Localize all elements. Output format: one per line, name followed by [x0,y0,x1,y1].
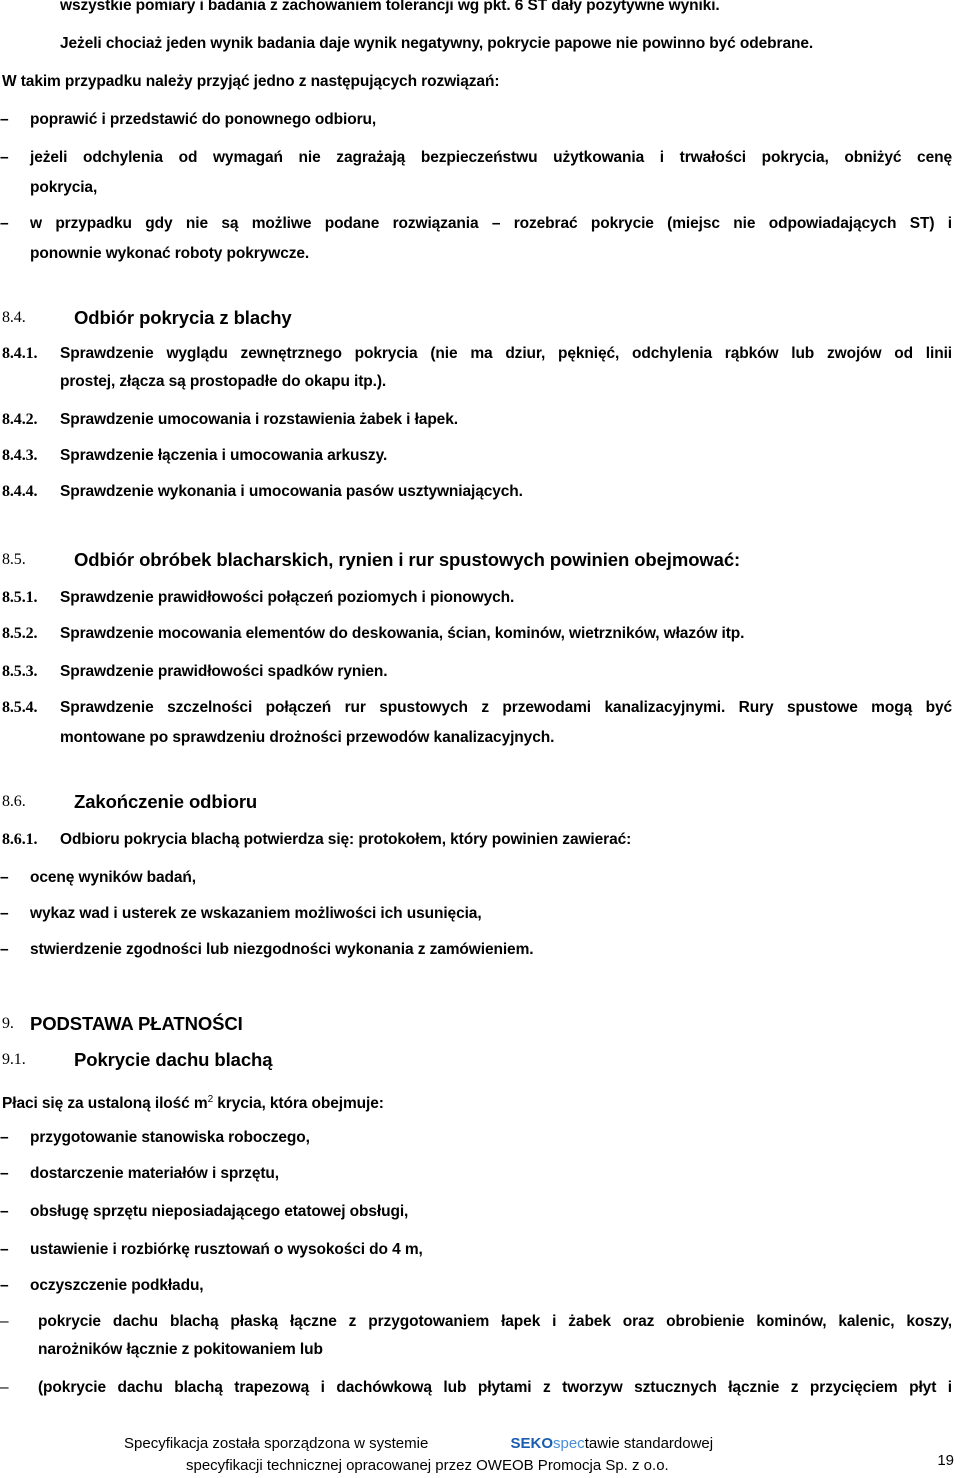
dash-bullet: – [0,1313,9,1330]
dash-bullet: – [0,149,9,166]
item-number: 8.4.4. [2,483,38,500]
item-text: Odbioru pokrycia blachą potwierdza się: protokołem, który powinien zawierać: [60,831,632,848]
item-number: 8.5.1. [2,589,38,606]
item-number: 8.4.1. [2,345,38,362]
dash-bullet: – [0,215,9,232]
section-title: Odbiór pokrycia z blachy [74,307,292,328]
footer-text: Specyfikacja została sporządzona w systemie [124,1435,433,1452]
item-text: Sprawdzenie umocowania i rozstawienia żabek i łapek. [60,411,458,428]
item-number: 8.4.2. [2,411,38,428]
list-item-text: w przypadku gdy nie są możliwe podane rozwiązania – rozebrać pokrycie (miejsc nie odpowiadających ST) i [30,215,952,232]
item-text: Sprawdzenie wyglądu zewnętrznego pokrycia (nie ma dziur, pęknięć, odchylenia rąbków lub zwojów od linii [60,345,952,362]
brand-logo-seko: SEKO [510,1435,553,1452]
section-number: 8.4. [2,309,26,326]
dash-bullet: – [0,1277,9,1294]
item-number: 8.4.3. [2,447,38,464]
dash-bullet: – [0,941,9,958]
section-number: 9.1. [2,1051,26,1068]
dash-bullet: – [0,1165,9,1182]
item-text: Sprawdzenie prawidłowości połączeń poziomych i pionowych. [60,589,515,606]
item-number: 8.5.3. [2,663,38,680]
chapter-number: 9. [2,1015,14,1032]
superscript: 2 [207,1094,214,1105]
list-item-text: ocenę wyników badań, [30,869,196,886]
intro-text: Płaci się za ustaloną ilość m [2,1095,208,1113]
item-text-continuation: montowane po sprawdzeniu drożności przewodów kanalizacyjnych. [60,729,555,746]
footer-text: tawie standardowej [584,1435,714,1452]
item-text: Sprawdzenie szczelności połączeń rur spustowych z przewodami kanalizacyjnymi. Rury spustowe mogą być [60,699,952,716]
section-title: Odbiór obróbek blacharskich, rynien i rur spustowych powinien obejmować: [74,549,741,570]
list-item-text: wykaz wad i usterek ze wskazaniem możliwości ich usunięcia, [30,905,482,922]
section-number: 8.5. [2,551,26,568]
list-item-text: obsługę sprzętu nieposiadającego etatowej obsługi, [30,1203,409,1220]
section-title: Zakończenie odbioru [74,791,258,812]
dash-bullet: – [0,869,9,886]
chapter-title: PODSTAWA PŁATNOŚCI [30,1013,243,1034]
list-item-text: jeżeli odchylenia od wymagań nie zagrażają bezpieczeństwu użytkowania i trwałości pokrycia, obniżyć cenę [30,149,952,166]
item-number: 8.5.2. [2,625,38,642]
list-item-text: (pokrycie dachu blachą trapezową i dachówkową lub płytami z tworzyw sztucznych łącznie z przycięciem płyt i [38,1379,952,1396]
list-item-continuation: pokrycia, [30,179,98,196]
dash-bullet: – [0,1203,9,1220]
item-number: 8.5.4. [2,699,38,716]
item-text-continuation: prostej, złącza są prostopadłe do okapu itp.). [60,373,387,390]
list-item-continuation: narożników łącznie z pokitowaniem lub [38,1341,323,1358]
list-item-continuation: ponownie wykonać roboty pokrywcze. [30,245,310,262]
footer-line-1 [124,1434,713,1454]
section-title: Pokrycie dachu blachą [74,1049,273,1070]
paragraph-line [2,1090,960,1114]
paragraph-line: wszystkie pomiary i badania z zachowaniem tolerancji wg pkt. 6 ST dały pozytywne wyniki. [60,0,720,14]
list-item-text: przygotowanie stanowiska roboczego, [30,1129,310,1146]
list-item-text: dostarczenie materiałów i sprzętu, [30,1165,279,1182]
section-number: 8.6. [2,793,26,810]
dash-bullet: – [0,1379,9,1396]
list-item-text: poprawić i przedstawić do ponownego odbioru, [30,111,377,128]
item-text: Sprawdzenie prawidłowości spadków rynien. [60,663,388,680]
list-item-text: ustawienie i rozbiórkę rusztowań o wysokości do 4 m, [30,1241,423,1258]
dash-bullet: – [0,111,9,128]
dash-bullet: – [0,905,9,922]
list-item-text: oczyszczenie podkładu, [30,1277,204,1294]
page-number: 19 [937,1452,954,1469]
item-number: 8.6.1. [2,831,38,848]
list-item-text: stwierdzenie zgodności lub niezgodności wykonania z zamówieniem. [30,941,534,958]
brand-logo-spec: spec [553,1435,585,1452]
paragraph-line: W takim przypadku należy przyjąć jedno z następujących rozwiązań: [2,73,500,90]
intro-text: krycia, która obejmuje: [213,1095,384,1113]
item-text: Sprawdzenie wykonania i umocowania pasów usztywniających. [60,483,523,500]
dash-bullet: – [0,1129,9,1146]
item-text: Sprawdzenie łączenia i umocowania arkuszy. [60,447,388,464]
dash-bullet: – [0,1241,9,1258]
item-text: Sprawdzenie mocowania elementów do deskowania, ścian, kominów, wietrzników, włazów itp. [60,625,745,642]
paragraph-line: Jeżeli chociaż jeden wynik badania daje wynik negatywny, pokrycie papowe nie powinno być odebrane. [60,35,814,52]
footer-line-2: specyfikacji technicznej opracowanej przez OWEOB Promocja Sp. z o.o. [186,1457,669,1474]
list-item-text: pokrycie dachu blachą płaską łączne z przygotowaniem łapek i żabek oraz obrobienie kominów, kalenic, koszy, [38,1313,952,1330]
